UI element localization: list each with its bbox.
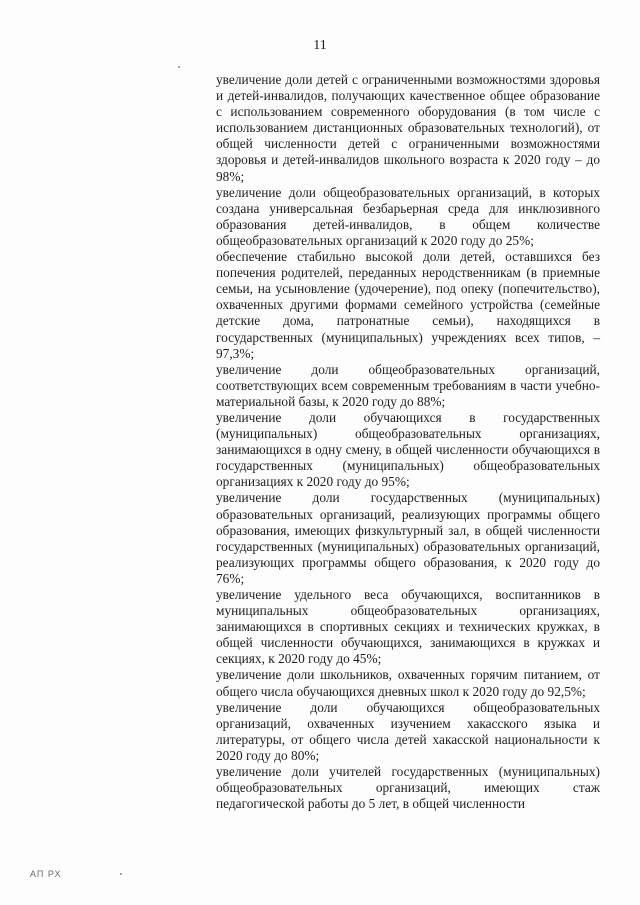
paragraph-5: увеличение доли обучающихся в государственных (муниципальных) общеобразовательных организациях, занимающихся в одну смену, в общей численности обучающихся в государственных (муниципальных) общеобразовательных организациях к 2020 году до 95%; xyxy=(216,409,600,490)
paragraph-9: увеличение доли обучающихся общеобразовательных организаций, охваченных изучением хакасского языка и литературы, от общего числа детей хакасской национальности к 2020 году до 80%; xyxy=(216,699,600,763)
paragraph-2: увеличение доли общеобразовательных организаций, в которых создана универсальная безбарьерная среда для инклюзивного образования детей-инвалидов, в общем количестве общеобразовательных организаций к 2020 году до 25%; xyxy=(216,184,600,248)
paragraph-10: увеличение доли учителей государственных (муниципальных) общеобразовательных организаций, имеющих стаж педагогической работы до 5 лет, в общей численности xyxy=(216,764,600,812)
scan-speck xyxy=(178,66,180,68)
page-number: 11 xyxy=(313,38,327,53)
paragraph-6: увеличение доли государственных (муниципальных) образовательных организаций, реализующих программы общего образования, имеющих физкультурный зал, в общей численности государственных (муниципальных) образовательных организаций, реализующих программы общего образования, к 2020 году до 76%; xyxy=(216,490,600,586)
paragraph-8: увеличение доли школьников, охваченных горячим питанием, от общего числа обучающихся дневных школ к 2020 году до 92,5%; xyxy=(216,667,600,699)
paragraph-7: увеличение удельного веса обучающихся, воспитанников в муниципальных общеобразовательных организациях, занимающихся в спортивных секциях и технических кружках, в общей численности обучающихся, занимающихся в кружках и секциях, к 2020 году до 45%; xyxy=(216,587,600,667)
document-body xyxy=(216,72,600,812)
paragraph-3: обеспечение стабильно высокой доли детей, оставшихся без попечения родителей, переданных неродственникам (в приемные семьи, на усыновление (удочерение), под опеку (попечительство), охваченных другими формами семейного устройства (семейные детские дома, патронатные семьи), находящихся в государственных (муниципальных) учреждениях всех типов, – 97,3%; xyxy=(216,249,600,361)
footer-stamp: АП РХ xyxy=(30,869,62,879)
scan-speck xyxy=(120,873,122,875)
paragraph-1: увеличение доли детей с ограниченными возможностями здоровья и детей-инвалидов, получающих качественное общее образование с использованием современного оборудования (в том числе с использованием дистанционных образовательных технологий), от общей численности детей с ограниченными возможностями здоровья и детей-инвалидов школьного возраста к 2020 году – до 98%; xyxy=(216,72,600,184)
paragraph-4: увеличение доли общеобразовательных организаций, соответствующих всем современным требованиям в части учебно-материальной базы, к 2020 году до 88%; xyxy=(216,361,600,409)
